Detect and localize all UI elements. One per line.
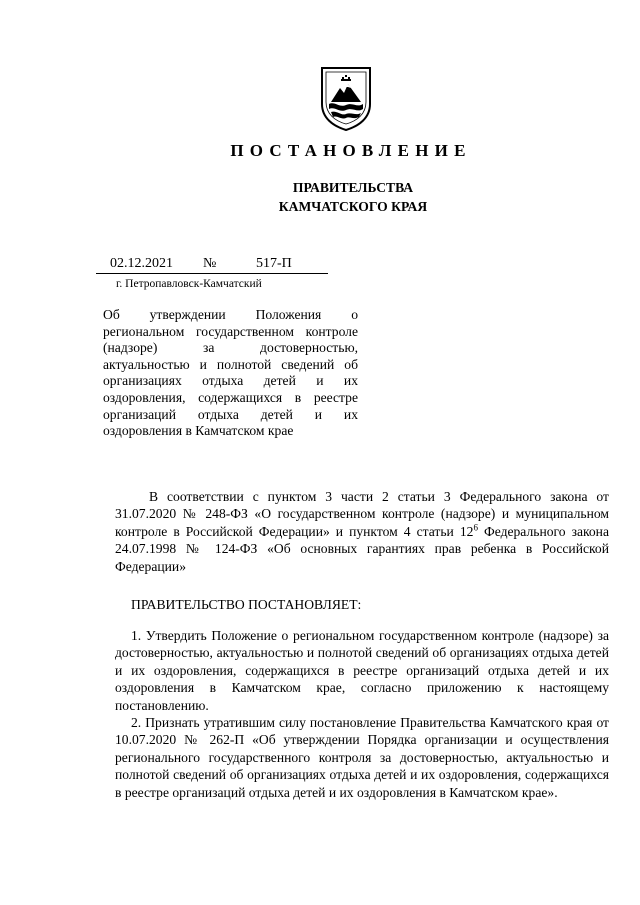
number-sign: №	[203, 256, 217, 271]
document-place: г. Петропавловск-Камчатский	[116, 278, 262, 290]
document-date: 02.12.2021	[110, 256, 173, 271]
document-number: 517-П	[256, 256, 292, 271]
preamble-paragraph	[115, 488, 609, 575]
document-type-title: ПОСТАНОВЛЕНИЕ	[230, 141, 472, 160]
preamble-text-part-1: В соответствии с пунктом 3 части 2 статьи 3 Федерального закона от 31.07.2020 № 248-ФЗ «О государственном контроле (надзоре) и муниципальном контроле в Российской Федерации» и пунктом 4 статьи 12	[115, 489, 609, 539]
registration-underline	[96, 273, 328, 274]
kamchatka-coat-of-arms-icon	[319, 66, 373, 132]
issuer-line-1: ПРАВИТЕЛЬСТВА	[292, 180, 414, 195]
operative-paragraph-1: 1. Утвердить Положение о региональном государственном контроле (надзоре) за достоверностью, актуальностью и полнотой сведений об организациях отдыха детей и их оздоровления, содержащихся в реестре организаций отдыха детей и их оздоровления в Камчатском крае, согласно приложению к настоящему постановлению.	[115, 628, 609, 713]
document-subject: Об утверждении Положения о региональном государственном контроле (надзоре) за достоверностью, актуальностью и полнотой сведений об организациях отдыха детей и их оздоровления, содержащихся в реестре организаций отдыха детей и их оздоровления в Камчатском крае	[103, 307, 358, 439]
preamble-text-part-2: Федерального закона 24.07.1998 № 124-ФЗ «Об основных гарантиях прав ребенка в Российской Федерации»	[115, 523, 609, 574]
issuer-line-2: КАМЧАТСКОГО КРАЯ	[278, 199, 428, 214]
preamble-superscript: 6	[473, 522, 478, 533]
operative-paragraph-2: 2. Признать утратившим силу постановление Правительства Камчатского края от 10.07.2020 № 262-П «Об утверждении Порядка организации и осуществления регионального государственного контроля за достоверностью, актуальностью и полнотой сведений об организациях отдыха детей и их оздоровления, содержащихся в реестре организаций отдыха детей и их оздоровления в Камчатском крае».	[115, 715, 609, 800]
issuer-block	[0, 178, 640, 216]
resolve-heading: ПРАВИТЕЛЬСТВО ПОСТАНОВЛЯЕТ:	[131, 597, 362, 612]
